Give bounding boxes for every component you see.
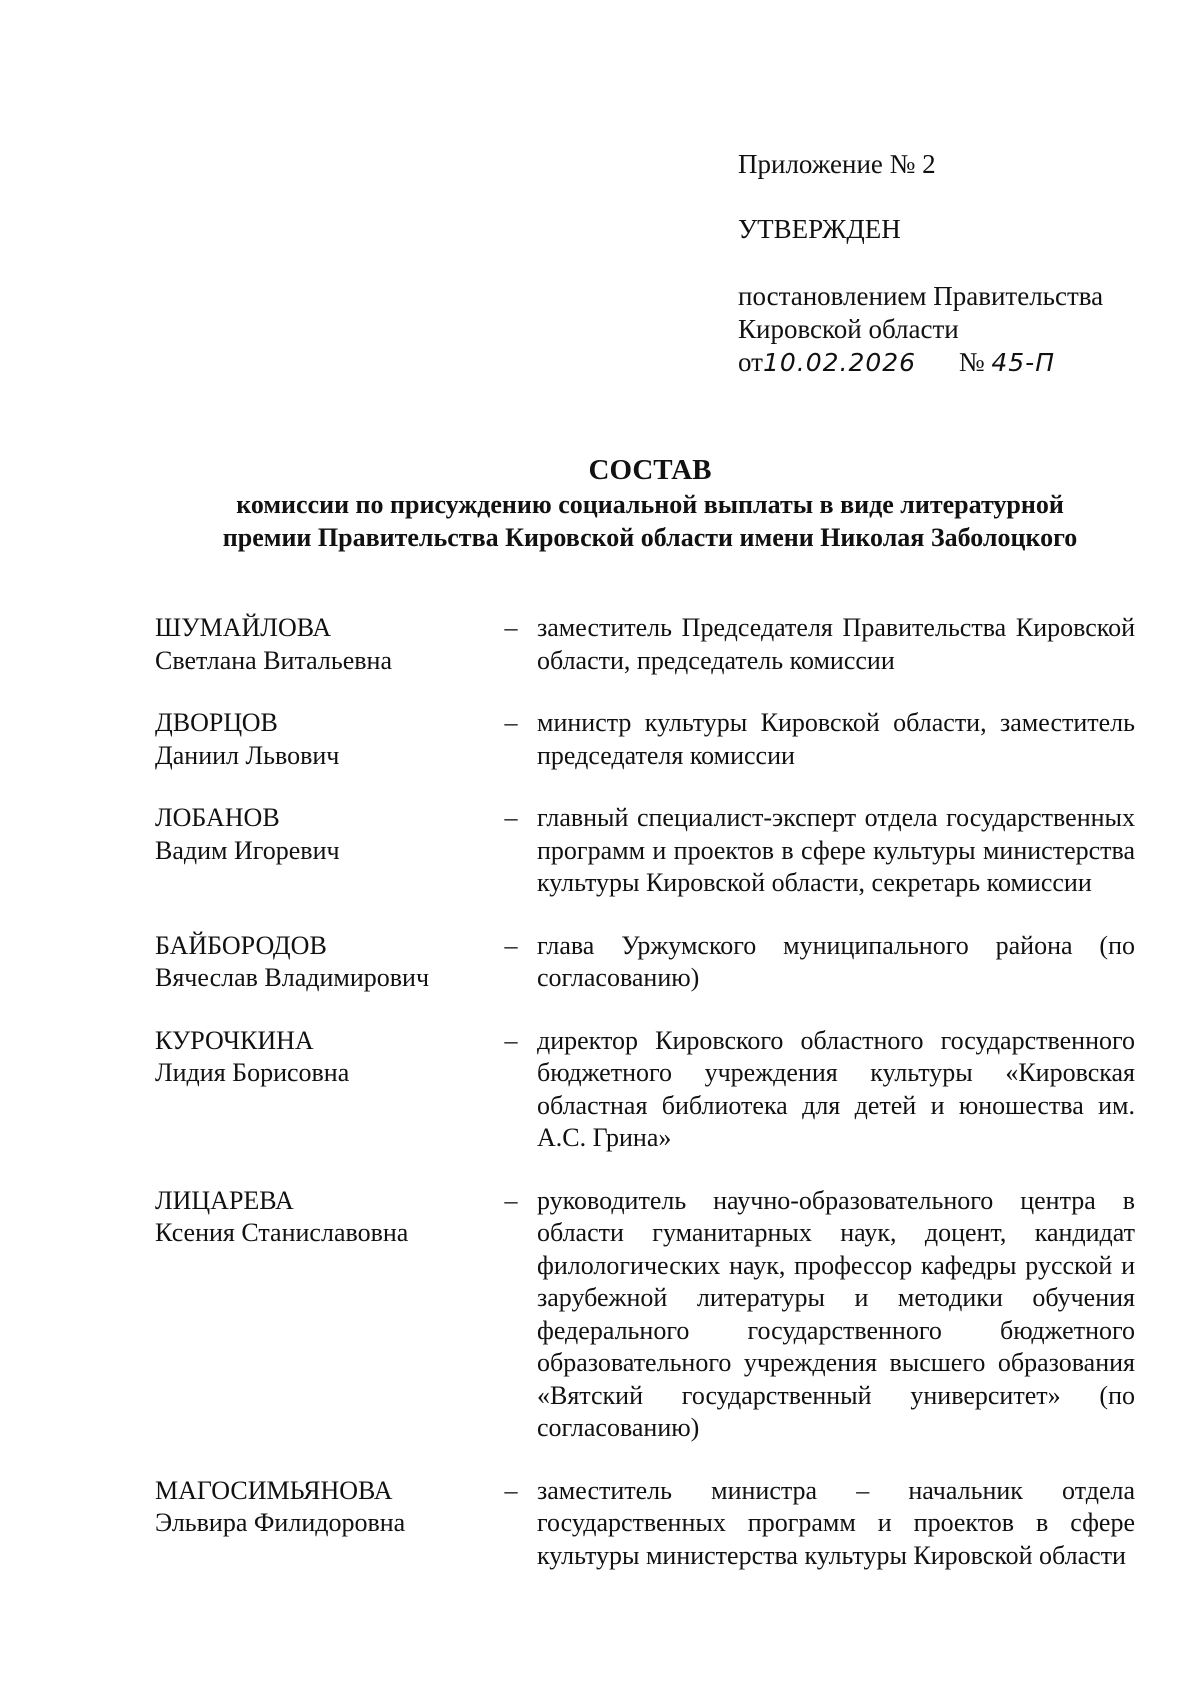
member-role: министр культуры Кировской области, заместитель председателя комиссии	[537, 708, 1135, 770]
member-name	[155, 802, 475, 900]
member-surname: ДВОРЦОВ	[155, 708, 278, 737]
member-dash: –	[504, 1475, 518, 1505]
member-dash: –	[504, 1185, 518, 1215]
member-name	[155, 707, 475, 772]
decree-line-2: Кировской области	[738, 314, 959, 344]
decree-date-line	[738, 346, 1158, 379]
member-dash: –	[504, 708, 518, 737]
member-given-name: Светлана Витальевна	[155, 645, 392, 675]
member-row	[155, 707, 1135, 772]
appendix-label: Приложение № 2	[738, 149, 936, 179]
member-dash: –	[504, 803, 518, 832]
member-name	[155, 1185, 475, 1445]
member-given-name: Эльвира Филидоровна	[155, 1508, 406, 1537]
member-role: главный специалист-эксперт отдела государственных программ и проектов в сфере культуры министерства культуры Кировской области, секретарь комиссии	[537, 803, 1135, 897]
member-surname: ШУМАЙЛОВА	[155, 613, 332, 642]
decree-line-1: постановлением Правительства	[738, 281, 1104, 311]
member-row	[155, 1185, 1135, 1445]
member-name	[155, 1475, 475, 1573]
member-surname: БАЙБОРОДОВ	[155, 930, 327, 960]
title-line-2: премии Правительства Кировской области имени Николая Заболоцкого	[222, 523, 1078, 552]
member-surname: ЛОБАНОВ	[155, 803, 280, 832]
member-name	[155, 1025, 475, 1155]
member-role: заместитель Председателя Правительства Кировской области, председатель комиссии	[537, 613, 1135, 675]
member-surname: КУРОЧКИНА	[155, 1025, 314, 1055]
member-name	[155, 612, 475, 677]
number-prefix: №	[958, 347, 985, 377]
title-line-1: комиссии по присуждению социальной выплаты в виде литературной	[236, 490, 1064, 519]
handwritten-date: 10.02.2026	[762, 348, 917, 377]
member-row	[155, 802, 1135, 900]
approved-label: УТВЕРЖДЕН	[738, 214, 901, 244]
member-row	[155, 1025, 1135, 1155]
member-given-name: Вадим Игоревич	[155, 835, 340, 865]
member-surname: МАГОСИМЬЯНОВА	[155, 1475, 393, 1505]
approval-block	[738, 148, 1158, 379]
member-dash: –	[504, 930, 518, 960]
member-given-name: Лидия Борисовна	[155, 1058, 350, 1087]
member-row	[155, 612, 1135, 677]
member-surname: ЛИЦАРЕВА	[155, 1185, 294, 1215]
date-prefix: от	[738, 347, 763, 377]
member-given-name: Ксения Станиславовна	[155, 1218, 409, 1247]
member-given-name: Вячеслав Владимирович	[155, 963, 430, 992]
handwritten-number: 45-П	[991, 348, 1055, 377]
member-given-name: Даниил Львович	[155, 740, 340, 770]
member-role: глава Уржумского муниципального района (по согласованию)	[537, 930, 1135, 992]
member-row	[155, 930, 1135, 995]
member-role: руководитель научно-образовательного центра в области гуманитарных наук, доцент, кандидат филологических наук, профессор кафедры русской и зарубежной литературы и методики обучения федерального государственного бюджетного образовательного учреждения высшего образования «Вятский государственный университет» (по согласованию)	[537, 1185, 1135, 1442]
member-dash: –	[504, 1025, 518, 1055]
title-main: СОСТАВ	[588, 454, 712, 486]
member-row	[155, 1475, 1135, 1573]
document-title	[60, 452, 1200, 554]
member-dash: –	[504, 613, 518, 642]
member-name	[155, 930, 475, 995]
member-role: директор Кировского областного государственного бюджетного учреждения культуры «Кировская областная библиотека для детей и юношества им. А.С. Грина»	[537, 1025, 1135, 1152]
members-list	[155, 612, 1135, 1572]
member-role: заместитель министра – начальник отдела государственных программ и проектов в сфере культуры министерства культуры Кировской области	[537, 1475, 1135, 1570]
